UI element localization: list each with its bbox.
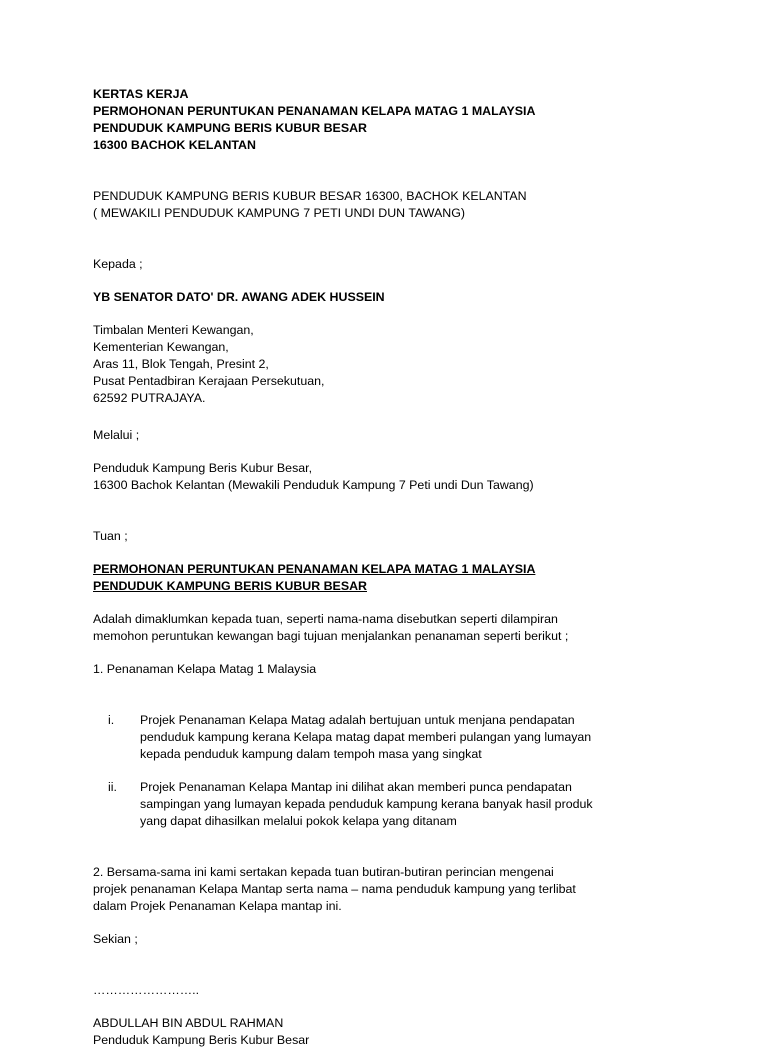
list-item-line: kepada penduduk kampung dalam tempoh masa yang singkat xyxy=(140,747,482,761)
salutation: Tuan ; xyxy=(93,529,128,543)
item-2-paragraph xyxy=(93,864,713,915)
to-label: Kepada ; xyxy=(93,257,143,271)
recipient-address xyxy=(93,322,713,407)
list-item-line: yang dapat dihasilkan melalui pokok kelapa yang ditanam xyxy=(140,814,457,828)
subitem-list xyxy=(108,712,713,830)
list-item-line: penduduk kampung kerana Kelapa matag dapat memberi pulangan yang lumayan xyxy=(140,730,592,744)
list-item-number: ii. xyxy=(108,780,117,794)
subject-heading xyxy=(93,561,713,595)
intro-line: Adalah dimaklumkan kepada tuan, seperti nama-nama disebutkan seperti dilampiran xyxy=(93,612,558,626)
signatory-title: Penduduk Kampung Beris Kubur Besar xyxy=(93,1033,310,1047)
sender-line: PENDUDUK KAMPUNG BERIS KUBUR BESAR 16300, BACHOK KELANTAN xyxy=(93,189,527,203)
list-item-number: i. xyxy=(108,713,115,727)
intro-line: memohon peruntukan kewangan bagi tujuan menjalankan penanaman seperti berikut ; xyxy=(93,629,569,643)
list-item xyxy=(108,779,713,830)
subject-line: PERMOHONAN PERUNTUKAN PENANAMAN KELAPA MATAG 1 MALAYSIA xyxy=(93,562,536,576)
address-line: Timbalan Menteri Kewangan, xyxy=(93,323,254,337)
intro-paragraph xyxy=(93,611,713,645)
sender-block xyxy=(93,188,713,222)
signatory-name: ABDULLAH BIN ABDUL RAHMAN xyxy=(93,1016,284,1030)
header-subject: PERMOHONAN PERUNTUKAN PENANAMAN KELAPA MATAG 1 MALAYSIA xyxy=(93,104,536,118)
sender-representing: ( MEWAKILI PENDUDUK KAMPUNG 7 PETI UNDI DUN TAWANG) xyxy=(93,206,465,220)
document-header xyxy=(93,86,713,154)
subject-line: PENDUDUK KAMPUNG BERIS KUBUR BESAR xyxy=(93,579,367,593)
header-village: PENDUDUK KAMPUNG BERIS KUBUR BESAR xyxy=(93,121,367,135)
header-postcode: 16300 BACHOK KELANTAN xyxy=(93,138,256,152)
address-line: Aras 11, Blok Tengah, Presint 2, xyxy=(93,357,269,371)
list-item-line: Projek Penanaman Kelapa Mantap ini dilihat akan memberi punca pendapatan xyxy=(140,780,572,794)
list-item xyxy=(108,712,713,763)
item-1-heading: 1. Penanaman Kelapa Matag 1 Malaysia xyxy=(93,662,317,676)
list-item-line: sampingan yang lumayan kepada penduduk kampung kerana banyak hasil produk xyxy=(140,797,593,811)
signature-line: …………………….. xyxy=(93,983,200,997)
via-block xyxy=(93,460,713,494)
item-2-line: projek penanaman Kelapa Mantap serta nama – nama penduduk kampung yang terlibat xyxy=(93,882,576,896)
item-2-line: dalam Projek Penanaman Kelapa mantap ini. xyxy=(93,899,342,913)
recipient-name: YB SENATOR DATO' DR. AWANG ADEK HUSSEIN xyxy=(93,290,385,304)
closing: Sekian ; xyxy=(93,932,138,946)
signatory-block xyxy=(93,1015,713,1049)
address-line: 62592 PUTRAJAYA. xyxy=(93,391,206,405)
header-title: KERTAS KERJA xyxy=(93,87,189,101)
list-item-line: Projek Penanaman Kelapa Matag adalah bertujuan untuk menjana pendapatan xyxy=(140,713,575,727)
via-line: 16300 Bachok Kelantan (Mewakili Penduduk Kampung 7 Peti undi Dun Tawang) xyxy=(93,478,534,492)
via-label: Melalui ; xyxy=(93,428,140,442)
item-2-line: 2. Bersama-sama ini kami sertakan kepada tuan butiran-butiran perincian mengenai xyxy=(93,865,554,879)
via-line: Penduduk Kampung Beris Kubur Besar, xyxy=(93,461,313,475)
letter-body xyxy=(93,86,713,1049)
address-line: Kementerian Kewangan, xyxy=(93,340,229,354)
address-line: Pusat Pentadbiran Kerajaan Persekutuan, xyxy=(93,374,325,388)
